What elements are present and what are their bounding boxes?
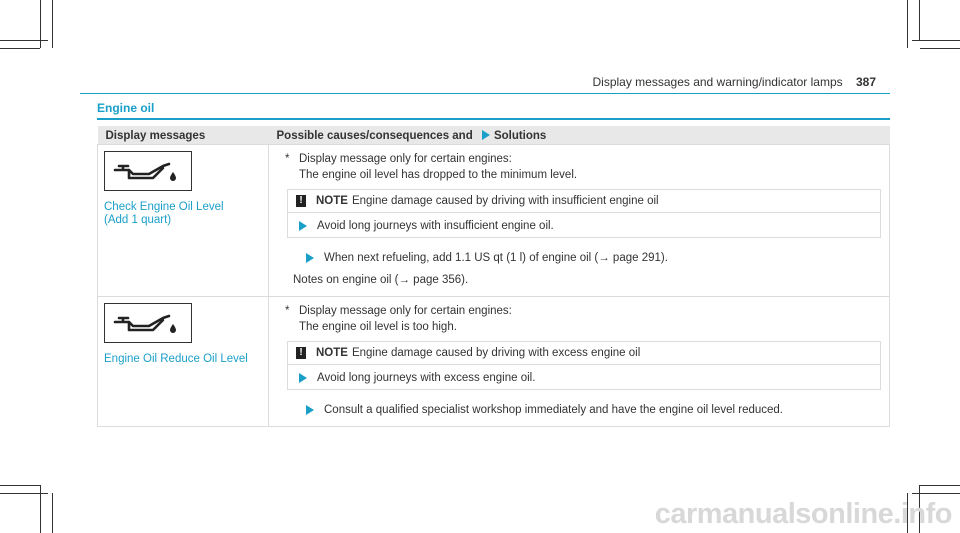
note-heading — [288, 190, 880, 213]
watermark: carmanualsonline.info — [654, 498, 952, 530]
section-title: Engine oil — [97, 101, 155, 115]
warning-icon: ! — [296, 195, 306, 207]
display-message-line2: (Add 1 quart) — [104, 214, 172, 226]
crop-mark — [0, 40, 48, 41]
asterisk: * — [285, 153, 290, 165]
arrow-icon — [299, 221, 307, 231]
message-cell — [98, 145, 269, 297]
oil-can-icon — [104, 303, 192, 343]
arrow-icon — [482, 130, 490, 140]
display-message — [104, 353, 262, 366]
oil-can-icon — [104, 151, 192, 191]
crop-mark — [920, 48, 960, 49]
note-text: Engine damage caused by driving with excess engine oil — [351, 347, 641, 359]
table-row — [98, 145, 890, 297]
cause-detail: The engine oil level is too high. — [299, 321, 457, 333]
page-number: 387 — [855, 75, 876, 89]
note-step — [288, 213, 880, 237]
col-header-messages: Display messages — [98, 126, 269, 145]
display-message-line1: Engine Oil Reduce Oil Level — [104, 353, 248, 365]
running-header — [593, 75, 877, 89]
reference-text: Notes on engine oil (→ page 356). — [293, 274, 469, 286]
causes-cell — [269, 297, 890, 427]
arrow-icon — [299, 373, 307, 383]
display-message-line1: Check Engine Oil Level — [104, 201, 224, 213]
crop-mark — [907, 0, 908, 48]
solution-step — [303, 250, 881, 266]
cause-text: Display message only for certain engines: — [299, 153, 512, 165]
table-header-row — [98, 126, 890, 145]
note-step-text: Avoid long journeys with excess engine oil. — [317, 372, 536, 384]
messages-table — [97, 126, 890, 427]
table-row — [98, 297, 890, 427]
arrow-icon — [306, 405, 314, 415]
crop-mark — [0, 485, 40, 486]
display-message — [104, 201, 262, 227]
cause-line — [285, 303, 881, 319]
crop-mark — [919, 0, 920, 40]
solution-step — [303, 402, 881, 418]
note-box — [287, 341, 881, 390]
header-rule — [80, 93, 890, 94]
cause-line — [285, 151, 881, 167]
asterisk: * — [285, 305, 290, 317]
col-header-solutions-text: Solutions — [493, 129, 547, 142]
crop-mark — [920, 485, 960, 486]
note-text: Engine damage caused by driving with insufficient engine oil — [351, 195, 659, 207]
solution-text: Consult a qualified specialist workshop immediately and have the engine oil level reduced. — [324, 404, 783, 416]
cause-text: Display message only for certain engines: — [299, 305, 512, 317]
note-step — [288, 365, 880, 389]
causes-cell — [269, 145, 890, 297]
crop-mark — [52, 493, 53, 533]
note-label: NOTE — [316, 195, 348, 207]
crop-mark — [0, 48, 40, 49]
col-header-causes-text: Possible causes/consequences and — [276, 129, 473, 142]
col-header-causes — [269, 126, 890, 145]
crop-mark — [0, 493, 48, 494]
arrow-icon — [306, 253, 314, 263]
solution-text: When next refueling, add 1.1 US qt (1 l) of engine oil (→ page 291). — [324, 252, 668, 264]
note-label: NOTE — [316, 347, 348, 359]
crop-mark — [912, 40, 960, 41]
message-cell — [98, 297, 269, 427]
section-rule — [97, 118, 890, 120]
note-box — [287, 189, 881, 238]
crop-mark — [52, 0, 53, 48]
running-header-title: Display messages and warning/indicator lamps — [592, 75, 843, 89]
cause-detail: The engine oil level has dropped to the minimum level. — [299, 169, 578, 181]
crop-mark — [912, 493, 960, 494]
note-heading — [288, 342, 880, 365]
note-step-text: Avoid long journeys with insufficient engine oil. — [317, 220, 554, 232]
warning-icon: ! — [296, 347, 306, 359]
